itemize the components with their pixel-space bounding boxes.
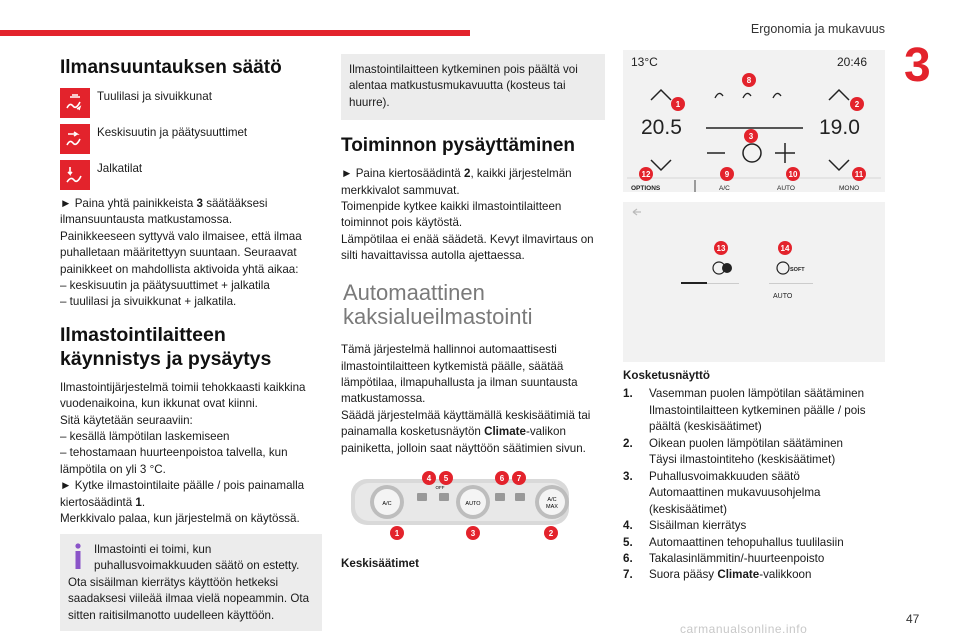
callout-2: 2 [854, 100, 860, 109]
info-icon [68, 542, 88, 575]
paragraph-press-button: ► Paina yhtä painikkeista 3 säätääksesi ilmansuuntausta matkustamossa. [60, 196, 268, 227]
callout-3: 3 [470, 529, 476, 539]
icon-item-center-vents [60, 124, 322, 154]
right-knob-label: A/C [547, 497, 557, 504]
list-item: 3. Puhallusvoimakkuuden säätö Automaattinen mukavuusohjelma (keskisäätimet) [623, 469, 821, 516]
header-accent-bar [0, 30, 470, 36]
list-item: 7. Suora pääsy Climate-valikkoon [623, 568, 812, 582]
paragraph-used-for: Sitä käytetään seuraaviin: [60, 413, 193, 427]
list-item: – tuulilasi ja sivuikkunat + jalkatila. [60, 295, 237, 309]
info-text: Ilmastointi ei toimi, kun puhallusvoimakkuuden säätö on estetty. [94, 542, 300, 573]
list-item: 4. Sisäilman kierrätys [623, 519, 747, 533]
outside-temp: 13°C [631, 55, 658, 69]
paragraph-press-knob: ► Paina kiertosäädintä 2, kaikki järjestelmän merkkivalot sammuvat. [341, 167, 572, 197]
list-item: 2. Oikean puolen lämpötilan säätäminen Täysi ilmastointiteho (keskisäätimet) [623, 436, 843, 467]
paragraph-adjust-system: Säädä järjestelmää käyttämällä keskisäätimiä tai painamalla kosketusnäytön Climate-valikon painiketta, jolloin saat näyttöön säätimien sivun. [341, 408, 591, 455]
icon-item-label: Tuulilasi ja sivuikkunat [97, 89, 212, 103]
chapter-title: Ergonomia ja mukavuus [750, 22, 885, 36]
note-text: Ilmastointilaitteen kytkeminen pois päältä voi alentaa matkustusmukavuutta (kosteus tai huurre). [349, 63, 578, 109]
section-title-ac-on-off: Ilmastointilaitteen käynnistys ja pysäytys [60, 323, 272, 371]
note-box [341, 54, 605, 120]
options-label: OPTIONS [631, 185, 661, 192]
caption-center-controls: Keskisäätimet [341, 557, 419, 571]
callout-11: 11 [854, 170, 864, 179]
icon-item-label: Keskisuutin ja päätysuuttimet [97, 125, 248, 139]
center-controls-illustration [345, 469, 605, 546]
watermark: carmanualsonline.info [680, 622, 808, 636]
paragraph-disables: Toimenpide kytkee kaikki ilmastointilaitteen toiminnot pois käytöstä. [341, 200, 562, 230]
paragraph-system-manages: Tämä järjestelmä hallinnoi automaattisesti ilmastointilaitteen kytkemistä päälle, säätää lämpötilaa, ilmapuhallusta ja ilman suuntausta matkustamossa. [341, 343, 578, 406]
callout-6: 6 [499, 474, 505, 484]
column-3 [623, 50, 885, 584]
callout-13: 13 [716, 244, 726, 253]
callout-5: 5 [443, 474, 449, 484]
icon-item-footwell [60, 160, 322, 190]
touchscreen-illustration [623, 50, 885, 192]
callout-1: 1 [675, 100, 681, 109]
callout-7: 7 [516, 474, 522, 484]
auto-label-secondary: AUTO [773, 293, 793, 300]
right-temp: 19.0 [819, 116, 860, 139]
callout-14: 14 [780, 244, 790, 253]
ac-label: A/C [719, 185, 730, 192]
callout-1: 1 [394, 529, 400, 539]
caption-touchscreen: Kosketusnäyttö [623, 369, 710, 382]
center-knob-label: AUTO [465, 501, 481, 508]
right-knob-label-max: MAX [546, 504, 558, 511]
soft-label: SOFT [790, 267, 805, 273]
column-1 [60, 50, 322, 631]
list-item: – keskisuutin ja päätysuuttimet + jalkatila [60, 279, 270, 293]
windshield-airflow-icon [60, 88, 90, 118]
section-title-dual-zone: Automaattinen kaksialueilmastointi [343, 279, 533, 330]
touchscreen-secondary-illustration [623, 202, 885, 362]
off-label: OFF [435, 485, 445, 491]
left-knob-label: A/C [382, 501, 392, 508]
icon-item-label: Jalkatilat [97, 161, 143, 175]
info-text-continued: Ota sisäilman kierrätys käyttöön hetkeksi saadaksesi viileää ilmaa vielä nopeammin. Ota sitten raitisilmanotto uudelleen käyttöön. [68, 575, 310, 622]
left-temp: 20.5 [641, 116, 682, 139]
page-number: 47 [906, 612, 920, 626]
paragraph-light-indicates: Painikkeeseen syttyvä valo ilmaisee, että ilmaa puhalletaan määritettyyn suuntaan. Seuraavat painikkeet on mahdollista aktivoida yhtä aikaa: [60, 229, 302, 276]
list-item: 5. Automaattinen tehopuhallus tuulilasiin [623, 535, 844, 549]
list-item: – kesällä lämpötilan laskemiseen [60, 430, 230, 444]
paragraph-indicator-light: Merkkivalo palaa, kun järjestelmä on käytössä. [60, 512, 300, 526]
section-title-air-direction: Ilmansuuntauksen säätö [60, 57, 282, 78]
callout-12: 12 [641, 170, 651, 179]
paragraph-ac-intro: Ilmastointijärjestelmä toimii tehokkaasti kaikkina vuodenaikoina, kun ikkunat ovat kiinni. [60, 380, 306, 411]
info-box [60, 534, 322, 631]
chapter-number: 3 [904, 39, 931, 92]
column-2 [341, 54, 605, 573]
center-vent-airflow-icon [60, 124, 90, 154]
clock: 20:46 [837, 55, 868, 69]
list-item: 1. Vasemman puolen lämpötilan säätäminen Ilmastointilaitteen kytkeminen päälle / pois päältä (keskisäätimet) [623, 387, 866, 434]
callout-10: 10 [788, 170, 798, 179]
footwell-airflow-icon [60, 160, 90, 190]
paragraph-no-regulation: Lämpötilaa ei enää säädetä. Kevyt ilmavirtaus on silti havaittavissa autolla ajettaessa. [341, 232, 594, 263]
callout-2: 2 [548, 529, 554, 539]
mono-label: MONO [839, 185, 860, 192]
list-item: – tehostamaan huurteenpoistoa talvella, kun lämpötila on yli 3 °C. [60, 446, 288, 476]
callout-3: 3 [748, 132, 754, 141]
icon-item-windshield [60, 88, 322, 118]
callout-4: 4 [426, 474, 432, 484]
callout-8: 8 [746, 76, 752, 85]
section-title-stop-function: Toiminnon pysäyttäminen [341, 135, 576, 157]
callout-9: 9 [724, 170, 730, 179]
auto-label: AUTO [777, 185, 795, 192]
paragraph-turn-on-off: ► Kytke ilmastointilaite päälle / pois painamalla kiertosäädintä 1. [60, 479, 305, 509]
legend-list [623, 386, 885, 583]
list-item: 6. Takalasinlämmitin/-huurteenpoisto [623, 551, 825, 565]
